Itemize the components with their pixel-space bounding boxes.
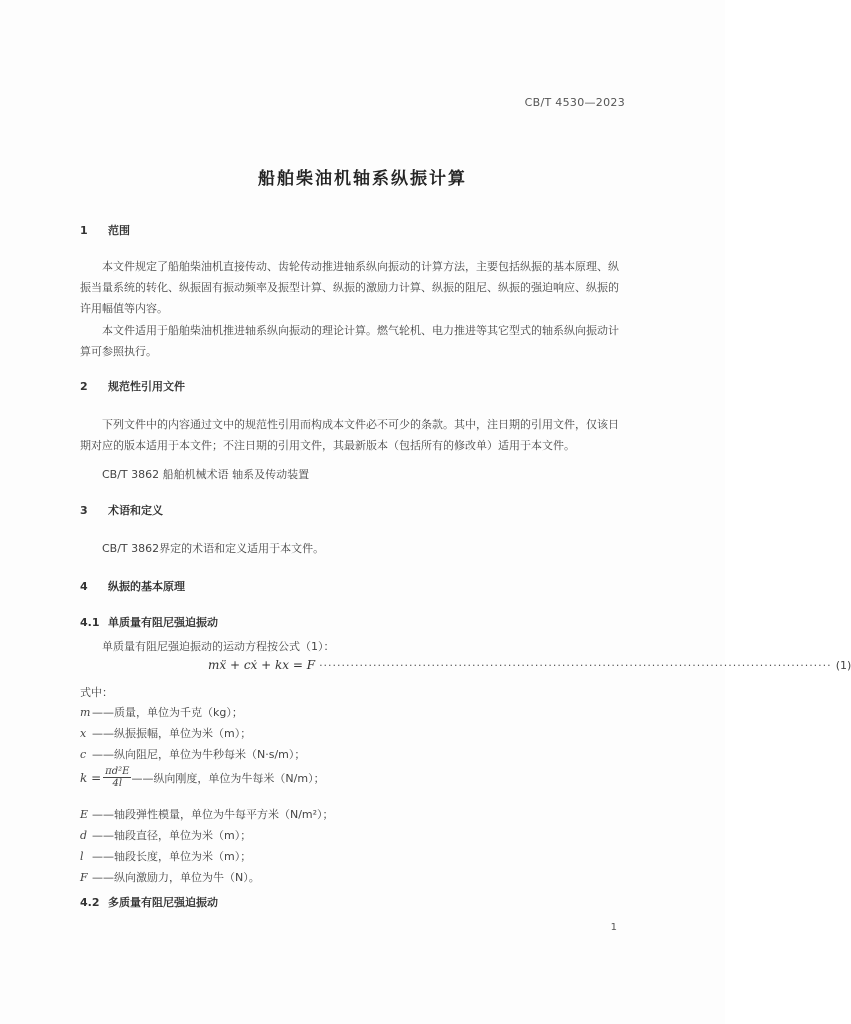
variable-description: ——轴段直径，单位为米（m）； [92,829,252,842]
section-number: 4.2 [80,896,100,909]
document-title: 船舶柴油机轴系纵振计算 [258,169,467,189]
normative-reference: CB/T 3862 船舶机械术语 轴系及传动装置 [102,468,310,481]
section-title: 单质量有阻尼强迫振动 [108,616,218,629]
section-title: 规范性引用文件 [108,380,185,393]
section-title: 纵振的基本原理 [108,580,185,593]
section-1-heading [80,222,130,238]
variable-definition [80,704,243,720]
fraction-denominator: 4l [112,778,123,789]
variable-definition [80,806,334,822]
variable-description: ——轴段长度，单位为米（m）； [92,850,252,863]
section-2-paragraph-1: 下列文件中的内容通过文中的规范性引用而构成本文件必不可少的条款。其中，注日期的引用文件，仅该日期对应的版本适用于本文件；不注日期的引用文件，其最新版本（包括所有的修改单）适用于本文件。 [80,418,619,452]
variable-symbol: d [80,829,88,842]
section-number: 3 [80,504,88,517]
subsection-4-2-heading [80,894,218,910]
stiffness-fraction [103,766,131,789]
variable-description: ——纵振振幅，单位为米（m）； [92,727,252,740]
section-3-paragraph-1: CB/T 3862界定的术语和定义适用于本文件。 [102,542,325,555]
where-label: 式中： [80,686,113,699]
section-1-paragraph-1: 本文件规定了船舶柴油机直接传动、齿轮传动推进轴系纵向振动的计算方法，主要包括纵振的基本原理、纵振当量系统的转化、纵振固有振动频率及振型计算、纵振的激励力计算、纵振的阻尼、纵振的强迫响应、纵振的许用幅值等内容。 [80,260,619,315]
section-title: 多质量有阻尼强迫振动 [108,896,218,909]
section-number: 4 [80,580,88,593]
variable-definition [80,746,305,762]
variable-definition [80,848,251,864]
page-number: 1 [610,922,617,933]
variable-description: ——质量，单位为千克（kg）； [92,706,243,719]
equation-1 [208,658,851,672]
stiffness-lhs: k = [80,770,102,785]
variable-symbol: l [80,850,84,863]
variable-description: ——纵向阻尼，单位为牛秒每米（N·s/m）； [92,748,306,761]
section-title: 术语和定义 [108,504,163,517]
variable-symbol: F [80,871,88,884]
section-number: 1 [80,224,88,237]
equation-number: (1) [835,658,851,672]
section-number: 2 [80,380,88,393]
section-title: 范围 [108,224,130,237]
stiffness-formula [80,766,325,789]
equation-intro: 单质量有阻尼强迫振动的运动方程按公式（1）： [102,640,335,653]
fraction-numerator: πd²E [105,766,130,777]
variable-symbol: x [80,727,87,740]
subsection-4-1-heading [80,614,218,630]
standard-code: CB/T 4530—2023 [524,96,625,109]
section-1-paragraph-2: 本文件适用于船舶柴油机推进轴系纵向振动的理论计算。燃气轮机、电力推进等其它型式的轴系纵向振动计算可参照执行。 [80,324,619,358]
variable-description: ——轴段弹性模量，单位为牛每平方米（N/m²）； [92,808,334,821]
section-3-heading [80,502,163,518]
variable-definition [80,869,260,885]
variable-symbol: E [80,808,89,821]
variable-description: ——纵向刚度，单位为牛每米（N/m）； [131,771,325,785]
variable-definition [80,725,251,741]
section-2-heading [80,378,185,394]
equation-expression: mẍ + cẋ + kx = F [208,658,316,672]
variable-symbol: c [80,748,87,761]
variable-symbol: m [80,706,91,719]
section-4-heading [80,578,185,594]
equation-leader-dots: ·················································································································· [319,658,832,672]
variable-definition [80,827,251,843]
variable-description: ——纵向激励力，单位为牛（N）。 [92,871,260,884]
section-number: 4.1 [80,616,100,629]
